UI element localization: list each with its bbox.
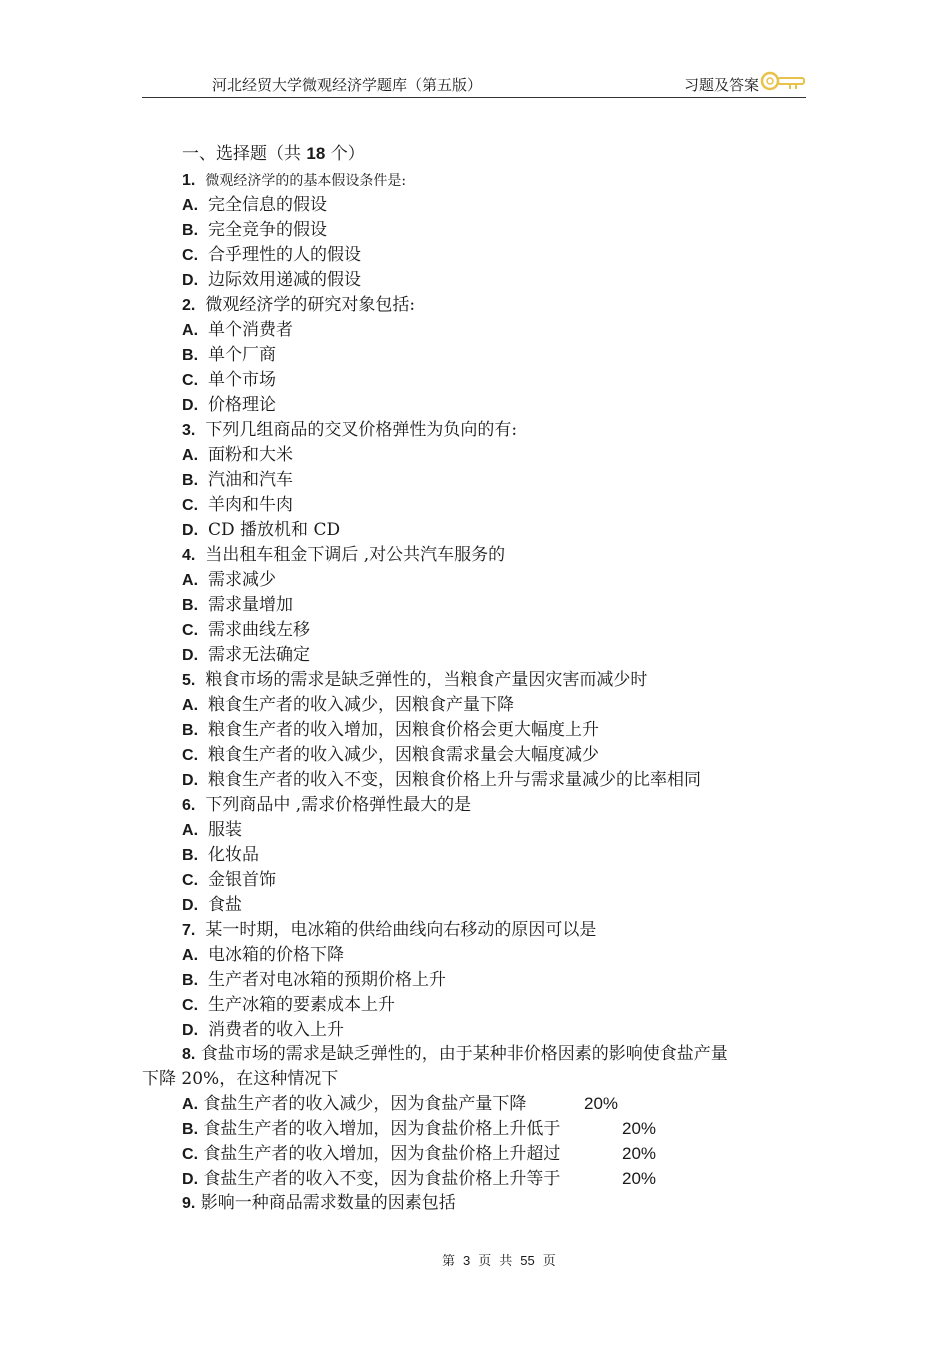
- option-item: B. 单个厂商: [182, 345, 277, 365]
- q8-option-a: A. 食盐生产者的收入减少，因为食盐产量下降 20%: [182, 1094, 619, 1114]
- header-subtitle: 习题及答案: [684, 76, 760, 94]
- option-item: A. 服装: [182, 820, 243, 840]
- option-item: B. 粮食生产者的收入增加，因粮食价格会更大幅度上升: [182, 720, 600, 740]
- option-item: D. 价格理论: [182, 395, 277, 415]
- question-item: 6. 下列商品中 ,需求价格弹性最大的是: [182, 795, 472, 815]
- section-count: 18: [306, 144, 326, 163]
- question-8-continued: 下降 20%，在这种情况下: [142, 1069, 339, 1089]
- q8-option-d: D. 食盐生产者的收入不变，因为食盐价格上升等于 20%: [182, 1169, 657, 1189]
- question-item: 2. 微观经济学的研究对象包括:: [182, 295, 416, 315]
- page-footer: 第 3 页 共 55 页: [442, 1253, 556, 1269]
- option-item: A. 需求减少: [182, 570, 277, 590]
- option-item: C. 需求曲线左移: [182, 620, 311, 640]
- option-item: D. 边际效用递减的假设: [182, 270, 362, 290]
- page-total: 55: [520, 1253, 535, 1268]
- option-item: D. 粮食生产者的收入不变，因粮食价格上升与需求量减少的比率相同: [182, 770, 702, 790]
- q8-option-c: C. 食盐生产者的收入增加，因为食盐价格上升超过 20%: [182, 1144, 657, 1164]
- question-item: 7. 某一时期，电冰箱的供给曲线向右移动的原因可以是: [182, 920, 597, 940]
- option-item: A. 面粉和大米: [182, 445, 294, 465]
- q8-option-b: B. 食盐生产者的收入增加，因为食盐价格上升低于 20%: [182, 1119, 657, 1139]
- option-item: C. 金银首饰: [182, 870, 277, 890]
- question-item: 5. 粮食市场的需求是缺乏弹性的，当粮食产量因灾害而减少时: [182, 670, 648, 690]
- option-item: D. 食盐: [182, 895, 243, 915]
- option-item: C. 生产冰箱的要素成本上升: [182, 995, 396, 1015]
- header-title: 河北经贸大学微观经济学题库（第五版）: [212, 76, 483, 94]
- option-item: C. 羊肉和牛肉: [182, 495, 294, 515]
- header-rule: [142, 97, 806, 98]
- option-item: B. 化妆品: [182, 845, 260, 865]
- page-number: 3: [463, 1253, 471, 1268]
- question-9: 9. 影响一种商品需求数量的因素包括: [182, 1193, 456, 1213]
- option-item: B. 需求量增加: [182, 595, 294, 615]
- option-item: A. 单个消费者: [182, 320, 294, 340]
- option-item: C. 单个市场: [182, 370, 277, 390]
- question-item: 4. 当出租车租金下调后 ,对公共汽车服务的: [182, 545, 506, 565]
- section-title: 一、选择题（共 18 个）: [182, 144, 365, 164]
- option-item: A. 完全信息的假设: [182, 195, 328, 215]
- question-item: 1. 微观经济学的的基本假设条件是:: [182, 172, 407, 189]
- question-8: 8. 食盐市场的需求是缺乏弹性的，由于某种非价格因素的影响使食盐产量: [182, 1044, 728, 1064]
- option-item: B. 汽油和汽车: [182, 470, 294, 490]
- key-icon: [760, 69, 806, 93]
- option-item: A. 粮食生产者的收入减少，因粮食产量下降: [182, 695, 515, 715]
- question-item: 3. 下列几组商品的交叉价格弹性为负向的有:: [182, 420, 518, 440]
- option-item: C. 合乎理性的人的假设: [182, 245, 362, 265]
- option-item: B. 完全竞争的假设: [182, 220, 328, 240]
- option-item: D. 需求无法确定: [182, 645, 311, 665]
- option-item: C. 粮食生产者的收入减少，因粮食需求量会大幅度减少: [182, 745, 600, 765]
- option-item: A. 电冰箱的价格下降: [182, 945, 345, 965]
- option-item: D. CD 播放机和 CD: [182, 520, 341, 540]
- option-item: B. 生产者对电冰箱的预期价格上升: [182, 970, 447, 990]
- option-item: D. 消费者的收入上升: [182, 1020, 345, 1040]
